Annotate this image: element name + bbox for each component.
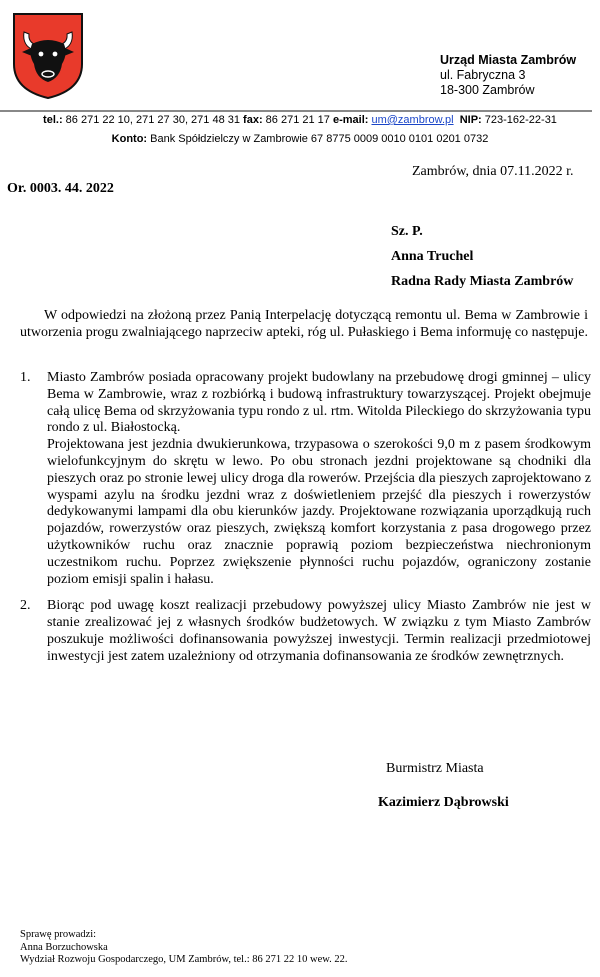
list-item-paragraph: Miasto Zambrów posiada opracowany projekt budowlany na przebudowę drogi gminnej – ulicy Bema w Zambrowie, wraz z rozbiórką i budową infrastruktury towarzyszącej. Projekt obejmuje całą ulicę Bema od skrzyżowania typu rondo z ul. rtm. Witolda Pileckiego do skrzyżowania typu rondo z ul. Białostocką. xyxy=(47,370,591,436)
signature-title: Burmistrz Miasta xyxy=(386,761,484,776)
nip-value: 723-162-22-31 xyxy=(481,114,557,126)
list-item-number: 2. xyxy=(20,598,31,614)
recipient-role: Radna Rady Miasta Zambrów xyxy=(391,274,574,289)
tel-value: 86 271 22 10, 271 27 30, 271 48 31 xyxy=(62,114,244,126)
header-divider xyxy=(0,110,592,112)
response-points-list xyxy=(20,370,591,676)
email-label: e-mail: xyxy=(332,114,369,126)
account-value: Bank Spółdzielczy w Zambrowie 67 8775 0009 0010 0101 0201 0732 xyxy=(147,133,489,145)
footer-handler-name: Anna Borzuchowska xyxy=(20,941,108,953)
nip-label: NIP: xyxy=(459,114,482,126)
contact-line xyxy=(0,114,600,126)
office-name: Urząd Miasta Zambrów xyxy=(440,53,577,67)
place-date: Zambrów, dnia 07.11.2022 r. xyxy=(412,164,574,179)
recipient-salutation: Sz. P. xyxy=(391,224,423,239)
fax-value: 86 271 21 17 xyxy=(262,114,333,126)
list-item xyxy=(20,370,591,588)
list-item-number: 1. xyxy=(20,370,31,385)
city-crest-bison-icon xyxy=(12,12,84,100)
account-label: Konto: xyxy=(111,133,148,145)
list-item-paragraph: Biorąc pod uwagę koszt realizacji przebudowy powyższej ulicy Miasto Zambrów nie jest w stanie zrealizować jej z własnych środków budżetowych. W związku z tym Miasto Zambrów poszukuje możliwości dofinansowania powyższej inwestycji. Termin realizacji przedmiotowej inwestycji jest zatem uzależniony od otrzymania dofinansowania ze środków zewnętrznych. xyxy=(47,598,591,664)
list-item xyxy=(20,598,591,665)
office-city: 18-300 Zambrów xyxy=(440,83,535,97)
footer-label: Sprawę prowadzi: xyxy=(20,929,97,940)
recipient-block xyxy=(391,224,573,299)
footer-department: Wydział Rozwoju Gospodarczego, UM Zambrów, tel.: 86 271 22 10 wew. 22. xyxy=(20,954,348,965)
recipient-name: Anna Truchel xyxy=(391,249,474,264)
reference-number: Or. 0003. 44. 2022 xyxy=(7,181,114,196)
fax-label: fax: xyxy=(243,114,263,126)
intro-paragraph: W odpowiedzi na złożoną przez Panią Interpelację dotyczącą remontu ul. Bema w Zambrowie i utworzenia progu zwalniającego naprzeciw apteki, róg ul. Pułaskiego i Bema informuję co następuje. xyxy=(20,308,588,340)
office-address-block xyxy=(440,53,576,98)
email-link[interactable]: um@zambrow.pl xyxy=(371,114,454,126)
case-handler-footer xyxy=(20,929,348,967)
signature-name: Kazimierz Dąbrowski xyxy=(378,795,509,810)
list-item-paragraph: Projektowana jest jezdnia dwukierunkowa, trzypasowa o szerokości 9,0 m z pasem środkowym wielofunkcyjnym do skrętu w lewo. Po obu stronach jezdni projektowane są chodniki dla pieszych oraz po stronie lewej ulicy droga dla rowerów. Przejścia dla pieszych zaprojektowano z wyspami azylu na środku jezdni wraz z doświetleniem przejść dla pieszych i rowerzystów dedykowanymi lampami dla obu kierunków jazdy. Projektowane rozwiązania uporządkują ruch pojazdów, rowerzystów oraz pieszych, zwiększą komfort korzystania z pasa drogowego przez użytkowników ruchu oraz znacznie poprawią poziom bezpieczeństwa niechronionym uczestnikom ruchu. Poprzez zwiększenie płynności ruchu pojazdów, ograniczony zostanie poziom emisji spalin i hałasu. xyxy=(47,437,591,587)
office-street: ul. Fabryczna 3 xyxy=(440,68,526,82)
account-line xyxy=(0,133,600,145)
tel-label: tel.: xyxy=(43,114,63,126)
